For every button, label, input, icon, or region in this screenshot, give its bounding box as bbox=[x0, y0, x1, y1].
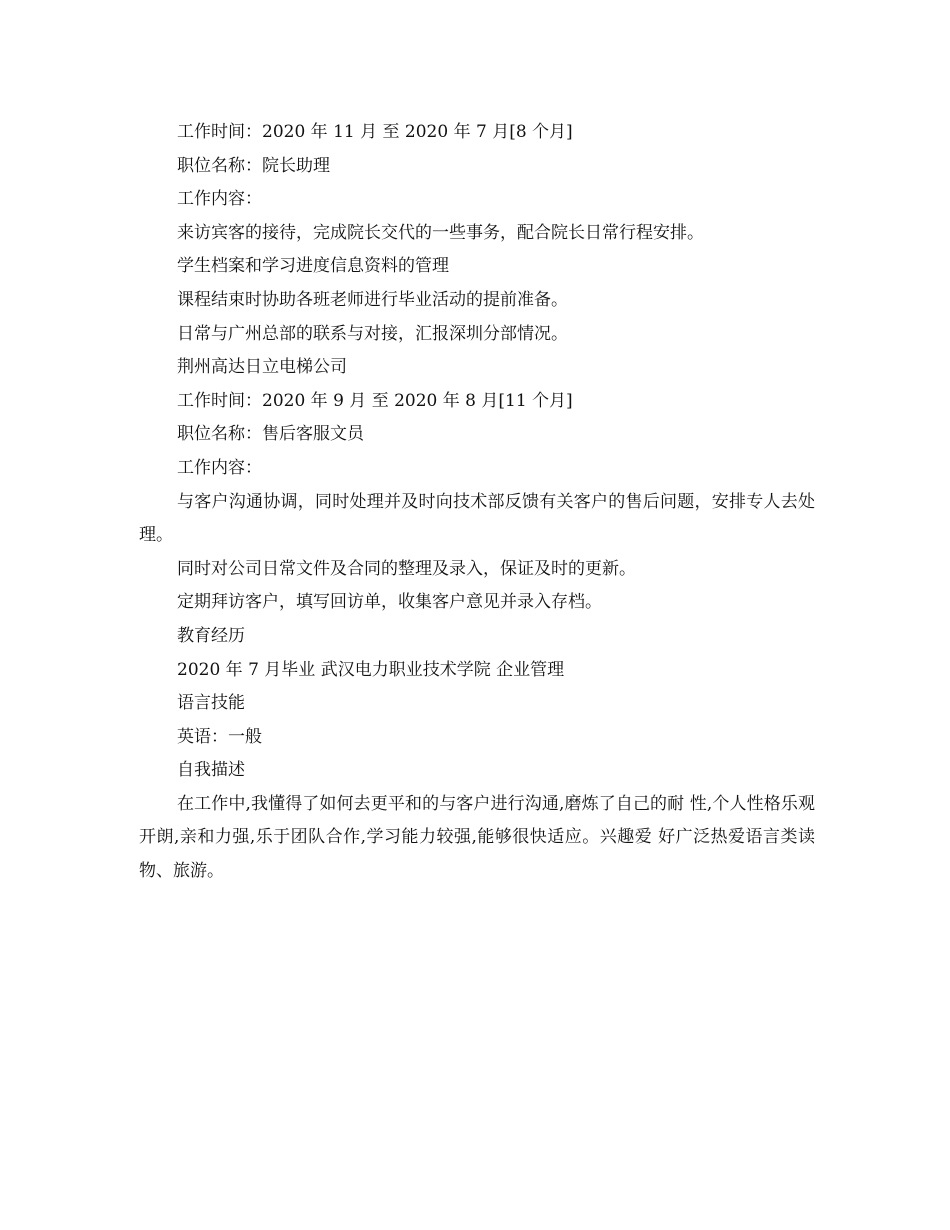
position-title-2: 职位名称：售后客服文员 bbox=[177, 424, 364, 445]
work-content-label-1: 工作内容： bbox=[177, 189, 262, 210]
duty-item: 同时对公司日常文件及合同的整理及录入，保证及时的更新。 bbox=[177, 558, 636, 579]
duty-item: 学生档案和学习进度信息资料的管理 bbox=[177, 256, 449, 277]
section-heading-self-description: 自我描述 bbox=[177, 760, 245, 781]
work-time-1: 工作时间：2020 年 11 月 至 2020 年 7 月[8 个月] bbox=[177, 122, 573, 142]
duty-item: 与客户沟通协调，同时处理并及时向技术部反馈有关客户的售后问题，安排专人去处理。 bbox=[139, 491, 815, 546]
company-name: 荆州高达日立电梯公司 bbox=[177, 357, 347, 378]
education-entry: 2020 年 7 月毕业 武汉电力职业技术学院 企业管理 bbox=[177, 659, 565, 680]
section-heading-language: 语言技能 bbox=[177, 693, 245, 714]
self-description-text: 在工作中,我懂得了如何去更平和的与客户进行沟通,磨炼了自己的耐 性,个人性格乐观开朗,亲和力强,乐于团队合作,学习能力较强,能够很快适应。兴趣爱 好广泛热爱语言类读物、旅游。 bbox=[139, 793, 815, 882]
duty-item: 来访宾客的接待，完成院长交代的一些事务，配合院长日常行程安排。 bbox=[177, 222, 704, 243]
duty-item: 定期拜访客户，填写回访单，收集客户意见并录入存档。 bbox=[177, 592, 602, 613]
work-time-2: 工作时间：2020 年 9 月 至 2020 年 8 月[11 个月] bbox=[177, 390, 573, 411]
duty-item: 日常与广州总部的联系与对接，汇报深圳分部情况。 bbox=[177, 323, 568, 344]
position-title-1: 职位名称：院长助理 bbox=[177, 155, 330, 176]
duty-item: 课程结束时协助各班老师进行毕业活动的提前准备。 bbox=[177, 289, 568, 310]
work-content-label-2: 工作内容： bbox=[177, 457, 262, 478]
section-heading-education: 教育经历 bbox=[177, 625, 245, 646]
language-entry: 英语：一般 bbox=[177, 726, 262, 747]
resume-content bbox=[139, 116, 815, 889]
